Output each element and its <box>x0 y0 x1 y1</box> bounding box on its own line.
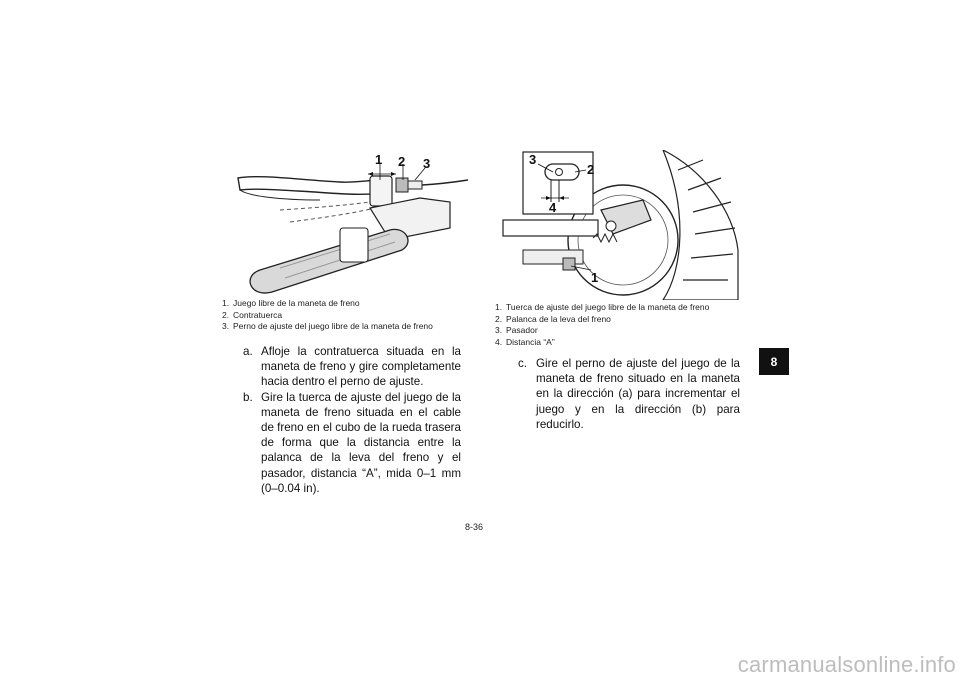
callout-2: 2 <box>398 154 406 169</box>
left-steps <box>243 344 461 496</box>
caption-item: 2. Palanca de la leva del freno <box>495 313 611 324</box>
caption-item: 2. Contratuerca <box>222 309 283 320</box>
caption-item: 3. Perno de ajuste del juego libre de la maneta de freno <box>222 321 433 332</box>
callout-1: 1 <box>375 152 383 167</box>
step-a: a. Afloje la contratuerca situada en la maneta de freno y gire completamente hacia dentro el perno de ajuste. <box>243 345 461 389</box>
callout-2: 2 <box>587 162 595 177</box>
right-steps <box>518 356 740 432</box>
callout-1: 1 <box>591 270 599 285</box>
step-c: c. Gire el perno de ajuste del juego de la maneta de freno situado en la maneta en la dirección (a) para incrementar el juego y en la dirección (b) para reducirlo. <box>518 357 740 431</box>
brake-lever-illustration <box>220 150 490 300</box>
watermark: carmanualsonline.info <box>737 652 956 677</box>
right-figure-captions <box>495 302 709 348</box>
caption-item: 1. Tuerca de ajuste del juego libre de la maneta de freno <box>495 302 710 312</box>
caption-item: 1. Juego libre de la maneta de freno <box>222 298 360 308</box>
callout-3: 3 <box>423 156 431 171</box>
caption-item: 3. Pasador <box>495 325 538 336</box>
rear-brake-illustration <box>493 150 743 300</box>
callout-3: 3 <box>529 152 537 167</box>
step-b: b. Gire la tuerca de ajuste del juego de la maneta de freno situada en el cable de freno en el cubo de la rueda trasera de forma que la distancia entre la palanca de la leva del freno y el pasador, distancia “A”, mida 0–1 mm (0–0.04 in). <box>243 390 461 495</box>
left-figure-captions <box>222 298 433 333</box>
caption-item: 4. Distancia “A” <box>495 336 555 347</box>
page-number: 8-36 <box>465 522 484 532</box>
callout-4: 4 <box>549 200 557 215</box>
chapter-tab: 8 <box>759 348 789 375</box>
